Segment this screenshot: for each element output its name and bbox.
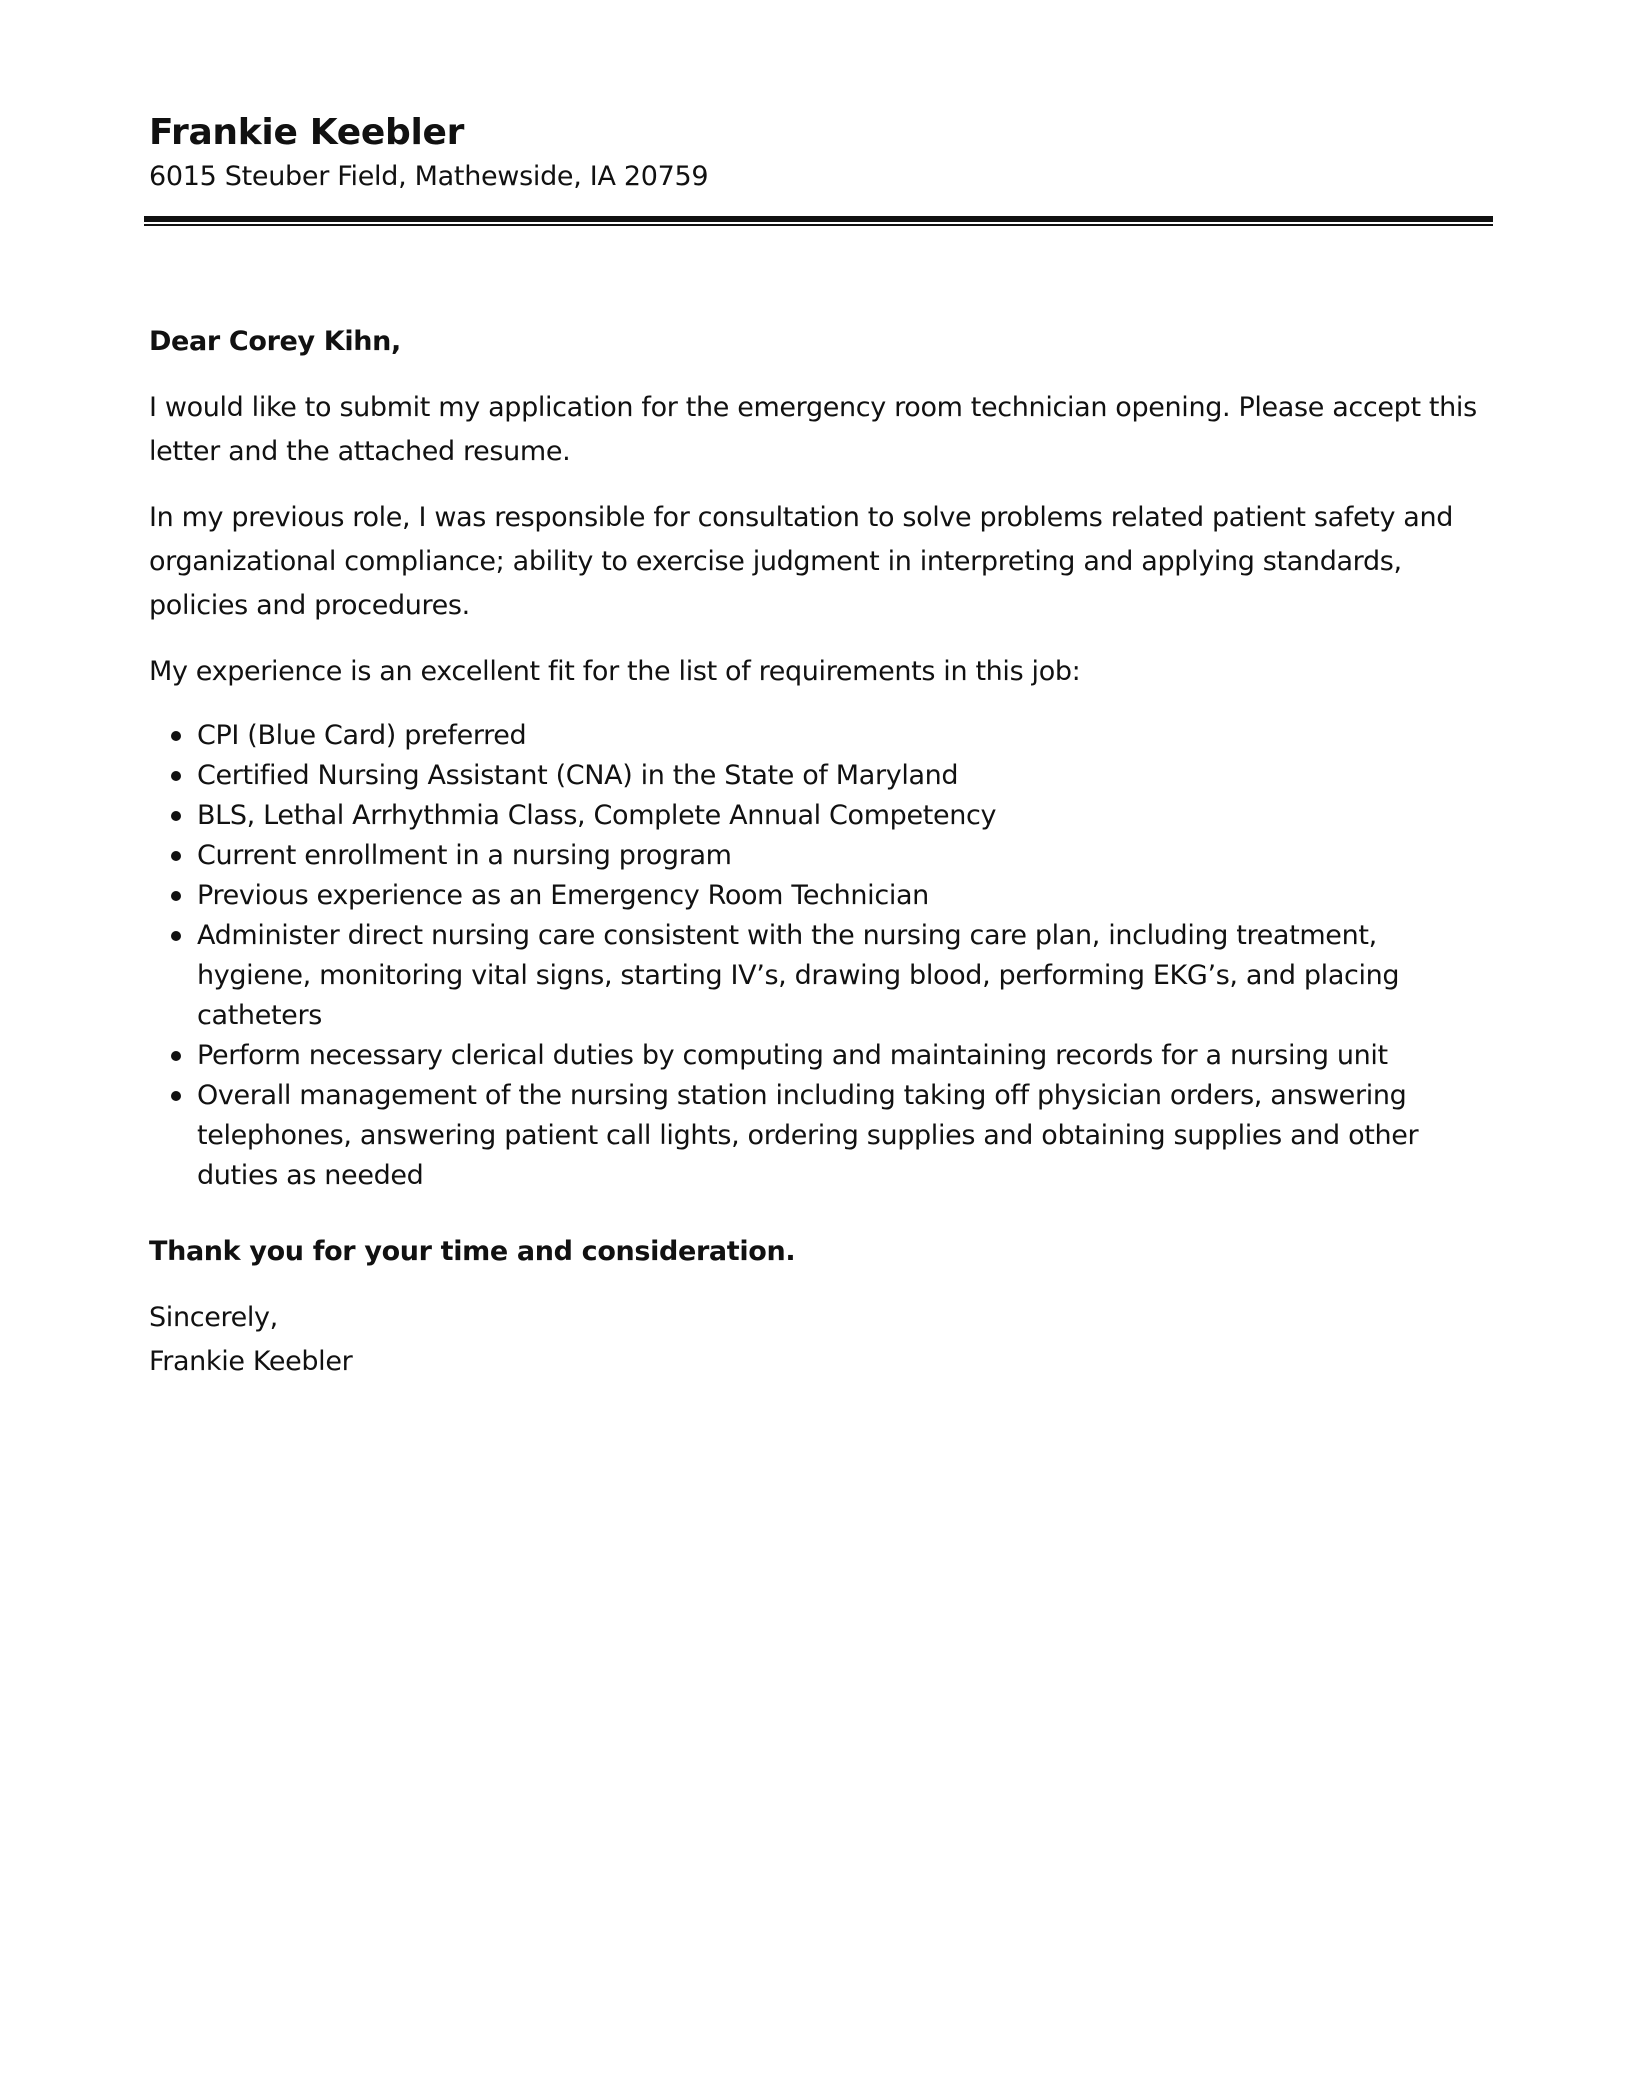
list-item xyxy=(149,876,1490,916)
list-item xyxy=(149,1036,1490,1076)
list-item-text: Administer direct nursing care consistent with the nursing care plan, including treatment, hygiene, monitoring vital signs, starting IV’s, drawing blood, performing EKG’s, and placing catheters xyxy=(197,920,1400,1031)
signature: Frankie Keebler xyxy=(149,1346,353,1377)
bullet-icon xyxy=(171,771,181,781)
header-divider xyxy=(144,216,1493,226)
list-item xyxy=(149,836,1490,876)
bullet-icon xyxy=(171,731,181,741)
bullet-icon xyxy=(171,1091,181,1101)
list-item-text: Certified Nursing Assistant (CNA) in the State of Maryland xyxy=(197,760,959,791)
list-item-text: CPI (Blue Card) preferred xyxy=(197,720,527,751)
bullet-icon xyxy=(171,931,181,941)
divider-thin-line xyxy=(144,224,1493,226)
closing: Sincerely, xyxy=(149,1302,278,1333)
thanks-line: Thank you for your time and consideration. xyxy=(149,1236,796,1267)
bullet-icon xyxy=(171,851,181,861)
bullet-icon xyxy=(171,1051,181,1061)
sender-address: 6015 Steuber Field, Mathewside, IA 20759 xyxy=(149,161,709,192)
salutation: Dear Corey Kihn, xyxy=(149,326,401,357)
letter-body xyxy=(149,320,1490,1384)
list-item xyxy=(149,916,1490,1036)
paragraph-requirements-intro: My experience is an excellent fit for the list of requirements in this job: xyxy=(149,656,1081,687)
list-item xyxy=(149,756,1490,796)
list-item xyxy=(149,796,1490,836)
list-item xyxy=(149,716,1490,756)
list-item-text: BLS, Lethal Arrhythmia Class, Complete Annual Competency xyxy=(197,800,997,831)
list-item-text: Perform necessary clerical duties by computing and maintaining records for a nursing unit xyxy=(197,1040,1388,1071)
paragraph-intro: I would like to submit my application for the emergency room technician opening. Please accept this letter and the attached resume. xyxy=(149,392,1477,467)
paragraph-previous-role: In my previous role, I was responsible for consultation to solve problems related patient safety and organizational compliance; ability to exercise judgment in interpreting and applying standards, policies and procedures. xyxy=(149,502,1454,621)
list-item-text: Previous experience as an Emergency Room Technician xyxy=(197,880,929,911)
bullet-icon xyxy=(171,811,181,821)
list-item-text: Current enrollment in a nursing program xyxy=(197,840,732,871)
list-item xyxy=(149,1076,1490,1196)
sender-name: Frankie Keebler xyxy=(149,112,465,153)
requirements-list xyxy=(149,716,1490,1196)
bullet-icon xyxy=(171,891,181,901)
list-item-text: Overall management of the nursing station including taking off physician orders, answering telephones, answering patient call lights, ordering supplies and obtaining supplies and other duties as needed xyxy=(197,1080,1419,1191)
letter-header xyxy=(149,108,1490,226)
